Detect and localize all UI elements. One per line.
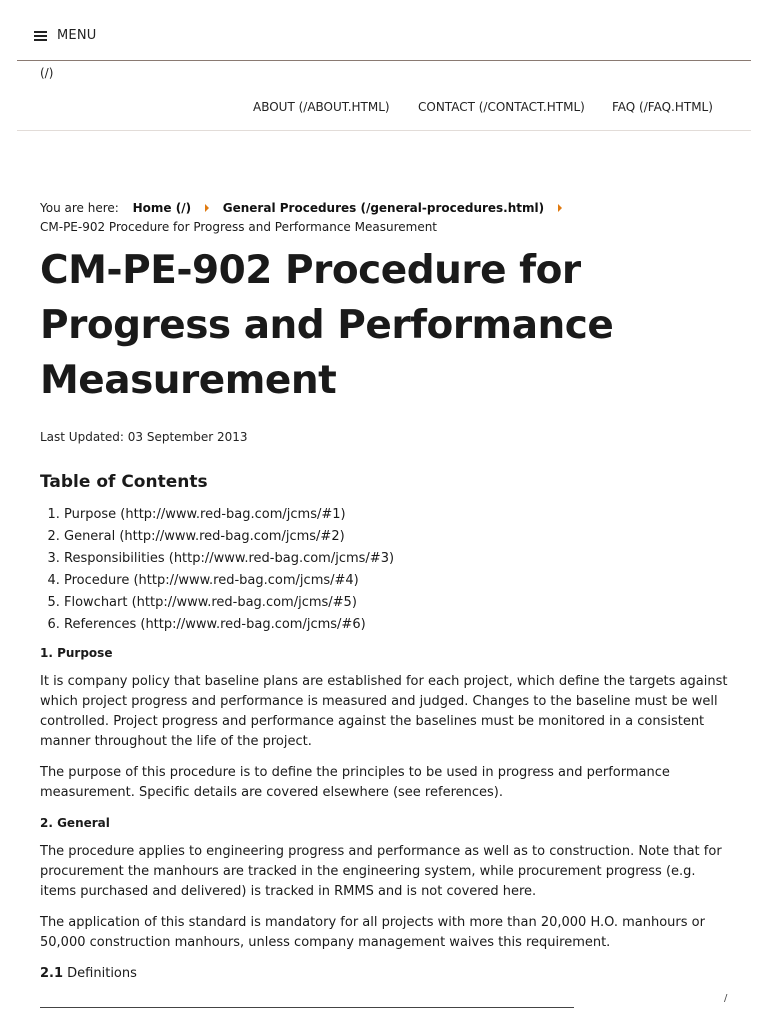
toc-link-references[interactable]: References (http://www.red-bag.com/jcms/#6)	[64, 617, 366, 632]
home-link[interactable]: (/)	[40, 66, 54, 80]
toc-item	[64, 592, 730, 614]
toc-item	[64, 526, 730, 548]
general-paragraph-2: The application of this standard is mandatory for all projects with more than 20,000 H.O. manhours or 50,000 construction manhours, unless company management waives this requirement.	[40, 915, 705, 950]
menu-bar	[17, 0, 751, 61]
breadcrumb-separator-icon	[205, 204, 209, 212]
page-marker: /	[724, 993, 728, 1004]
breadcrumb-section-link[interactable]: General Procedures (/general-procedures.html)	[222, 201, 545, 215]
subsection-number: 2.1	[40, 966, 64, 981]
nav-link-about[interactable]: ABOUT (/ABOUT.HTML)	[253, 100, 390, 114]
subsection-definitions	[40, 964, 730, 984]
breadcrumb-current: CM-PE-902 Procedure for Progress and Performance Measurement	[40, 220, 438, 234]
breadcrumb-separator-icon	[558, 204, 562, 212]
subsection-title: Definitions	[67, 966, 137, 981]
top-navigation	[17, 90, 751, 131]
article-body	[40, 470, 730, 984]
menu-toggle-button[interactable]	[34, 28, 96, 43]
breadcrumb	[40, 199, 740, 237]
section-heading-purpose: 1. Purpose	[40, 646, 113, 660]
toc-link-general[interactable]: General (http://www.red-bag.com/jcms/#2)	[64, 529, 345, 544]
nav-link-faq[interactable]: FAQ (/FAQ.HTML)	[612, 100, 713, 114]
general-paragraph-1: The procedure applies to engineering progress and performance as well as to construction. Note that for procurement the manhours are tracked in the engineering system, while procurement progress (e.g. items purchased and delivered) is tracked in RMMS and is not covered here.	[40, 844, 722, 899]
page-title: CM-PE-902 Procedure for Progress and Performance Measurement	[40, 248, 614, 403]
hamburger-icon	[34, 31, 47, 41]
toc-link-responsibilities[interactable]: Responsibilities (http://www.red-bag.com/jcms/#3)	[64, 551, 395, 566]
toc-item	[64, 504, 730, 526]
last-updated: Last Updated: 03 September 2013	[40, 430, 248, 444]
toc-link-flowchart[interactable]: Flowchart (http://www.red-bag.com/jcms/#5)	[64, 595, 357, 610]
purpose-paragraph-1: It is company policy that baseline plans are established for each project, which define the targets against which project progress and performance is measured and judged. Changes to the baseline must be well controlled. Project progress and performance against the baselines must be monitored in a consistent manner throughout the life of the project.	[40, 674, 728, 749]
toc-item	[64, 570, 730, 592]
section-heading-general: 2. General	[40, 816, 110, 830]
nav-link-contact[interactable]: CONTACT (/CONTACT.HTML)	[418, 100, 585, 114]
toc-link-procedure[interactable]: Procedure (http://www.red-bag.com/jcms/#4)	[64, 573, 359, 588]
toc-item	[64, 614, 730, 636]
purpose-paragraph-2: The purpose of this procedure is to define the principles to be used in progress and performance measurement. Specific details are covered elsewhere (see references).	[40, 765, 670, 800]
table-of-contents	[40, 504, 730, 636]
footer-divider	[40, 1007, 574, 1008]
toc-item	[64, 548, 730, 570]
menu-label: MENU	[57, 28, 97, 43]
breadcrumb-home-link[interactable]: Home (/)	[132, 201, 192, 215]
toc-heading: Table of Contents	[40, 472, 208, 492]
toc-link-purpose[interactable]: Purpose (http://www.red-bag.com/jcms/#1)	[64, 507, 346, 522]
breadcrumb-prefix: You are here:	[40, 201, 119, 215]
